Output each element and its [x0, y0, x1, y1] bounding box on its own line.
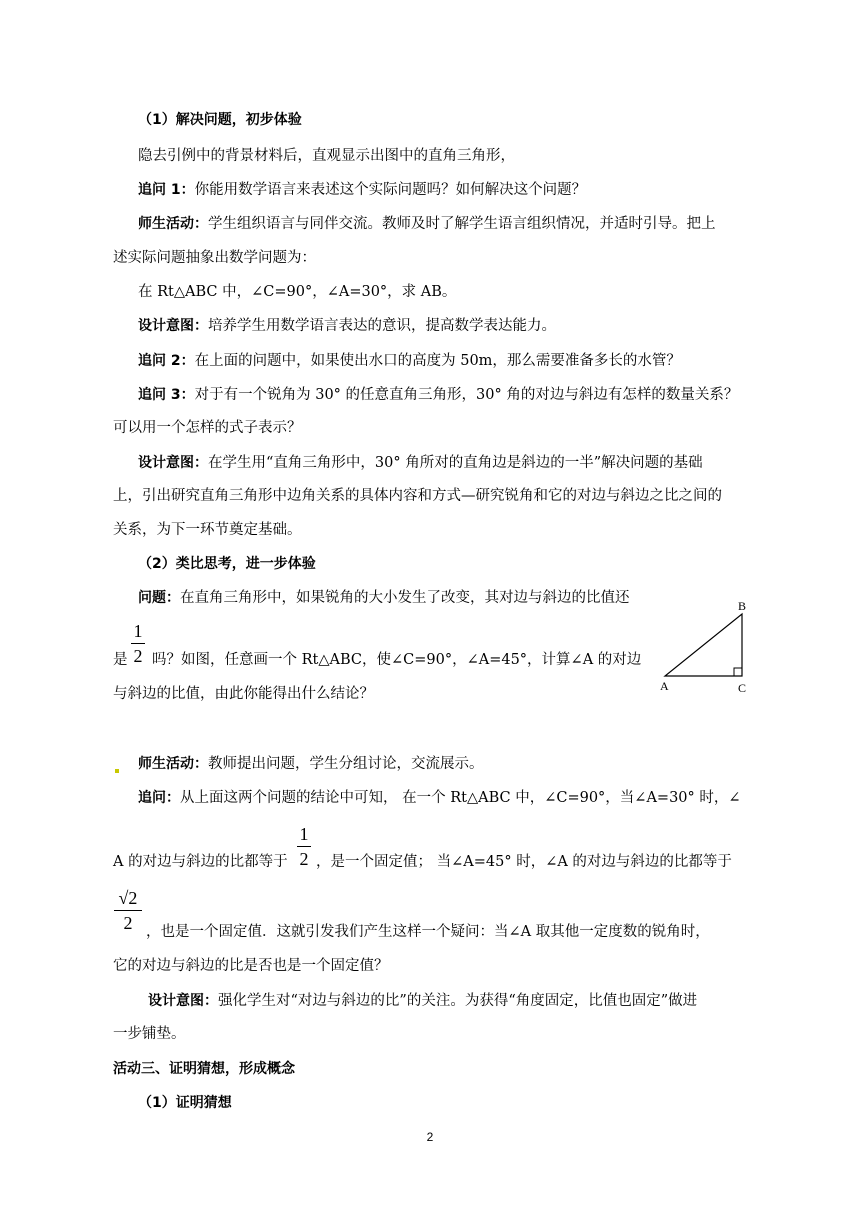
paragraph-continuation: ，也是一个固定值．这就引发我们产生这样一个疑问：当∠A 取其他一定度数的锐角时，	[146, 924, 710, 940]
text: 教师提出问题，学生分组讨论，交流展示。	[208, 756, 484, 772]
paragraph-continuation: ，是一个固定值； 当∠A=45° 时，∠A 的对边与斜边的比都等于	[316, 854, 732, 870]
triangle-shape	[665, 614, 742, 676]
text: 学生组织语言与同伴交流。教师及时了解学生语言组织情况，并适时引导。把上	[208, 216, 716, 232]
paragraph-continuation: 上，引出研究直角三角形中边角关系的具体内容和方式—研究锐角和它的对边与斜边之比之间的	[113, 488, 722, 504]
text: 培养学生用数学语言表达的意识，提高数学表达能力。	[208, 318, 556, 334]
fraction-sqrt2-over-2	[114, 888, 142, 933]
fraction-denominator: 2	[299, 849, 309, 869]
heading-activity-three: 活动三、证明猜想，形成概念	[113, 1061, 295, 1077]
label-followup-3: 追问 3：	[138, 387, 195, 403]
label-design-intent: 设计意图：	[138, 455, 208, 471]
text: 在直角三角形中，如果锐角的大小发生了改变，其对边与斜边的比值还	[180, 590, 630, 606]
label-followup: 追问：	[138, 790, 180, 806]
margin-mark	[115, 769, 119, 773]
vertex-label-b: B	[738, 599, 747, 613]
right-angle-marker	[734, 668, 742, 676]
label-design-intent: 设计意图：	[138, 318, 208, 334]
paragraph-continuation: 吗？如图，任意画一个 Rt△ABC，使∠C=90°，∠A=45°，计算∠A 的对边	[152, 652, 642, 668]
paragraph-continuation: 一步铺垫。	[113, 1026, 186, 1042]
paragraph	[138, 385, 738, 405]
fraction-bar	[297, 846, 311, 847]
paragraph: 隐去引例中的背景材料后，直观显示出图中的直角三角形，	[138, 148, 515, 164]
paragraph-continuation: 述实际问题抽象出数学问题为：	[113, 250, 316, 266]
paragraph	[138, 180, 586, 200]
paragraph	[138, 453, 703, 473]
paragraph-continuation: 与斜边的比值，由此你能得出什么结论？	[113, 686, 374, 702]
fraction-denominator: 2	[123, 913, 133, 933]
fraction-bar	[114, 910, 142, 911]
label-design-intent: 设计意图：	[148, 993, 218, 1009]
math-problem: 在 Rt△ABC 中，∠C=90°，∠A=30°，求 AB。	[138, 284, 457, 300]
page-number: 2	[426, 1130, 434, 1144]
paragraph	[138, 754, 484, 774]
paragraph	[138, 588, 630, 608]
paragraph	[138, 351, 681, 371]
right-triangle-diagram	[650, 596, 760, 700]
text: 你能用数学语言来表述这个实际问题吗？如何解决这个问题？	[194, 182, 587, 198]
fraction-numerator: 1	[133, 621, 143, 641]
heading-analogy: （2）类比思考，进一步体验	[138, 556, 316, 572]
label-followup-2: 追问 2：	[138, 353, 195, 369]
paragraph	[138, 316, 556, 336]
text: 在学生用“直角三角形中，30° 角所对的直角边是斜边的一半”解决问题的基础	[208, 455, 703, 471]
text: 对于有一个锐角为 30° 的任意直角三角形，30° 角的对边与斜边有怎样的数量关系？	[194, 387, 739, 403]
paragraph-continuation: 可以用一个怎样的式子表示？	[113, 420, 302, 436]
vertex-label-a: A	[660, 679, 669, 693]
vertex-label-c: C	[738, 681, 747, 695]
paragraph	[138, 788, 741, 808]
paragraph-pre: 是	[113, 652, 128, 668]
label-followup-1: 追问 1：	[138, 182, 195, 198]
fraction-one-half	[297, 824, 311, 869]
heading-solve-problem: （1）解决问题，初步体验	[138, 112, 302, 128]
paragraph	[148, 991, 697, 1011]
text: 在上面的问题中，如果使出水口的高度为 50m，那么需要准备多长的水管？	[194, 353, 681, 369]
paragraph-continuation: A 的对边与斜边的比都等于	[113, 854, 288, 870]
fraction-bar	[131, 643, 145, 644]
fraction-numerator: √2	[118, 888, 138, 908]
label-question: 问题：	[138, 590, 180, 606]
label-teacher-student: 师生活动：	[138, 756, 208, 772]
paragraph-continuation: 关系，为下一环节奠定基础。	[113, 522, 302, 538]
heading-prove-conjecture: （1）证明猜想	[138, 1095, 232, 1111]
text: 从上面这两个问题的结论中可知， 在一个 Rt△ABC 中，∠C=90°，当∠A=30° 时，∠	[180, 790, 741, 806]
paragraph-continuation: 它的对边与斜边的比是否也是一个固定值？	[113, 958, 389, 974]
fraction-one-half	[131, 621, 145, 666]
fraction-numerator: 1	[299, 824, 309, 844]
label-teacher-student: 师生活动：	[138, 216, 208, 232]
paragraph	[138, 214, 716, 234]
text: 强化学生对“对边与斜边的比”的关注。为获得“角度固定，比值也固定”做进	[218, 993, 698, 1009]
fraction-denominator: 2	[133, 646, 143, 666]
